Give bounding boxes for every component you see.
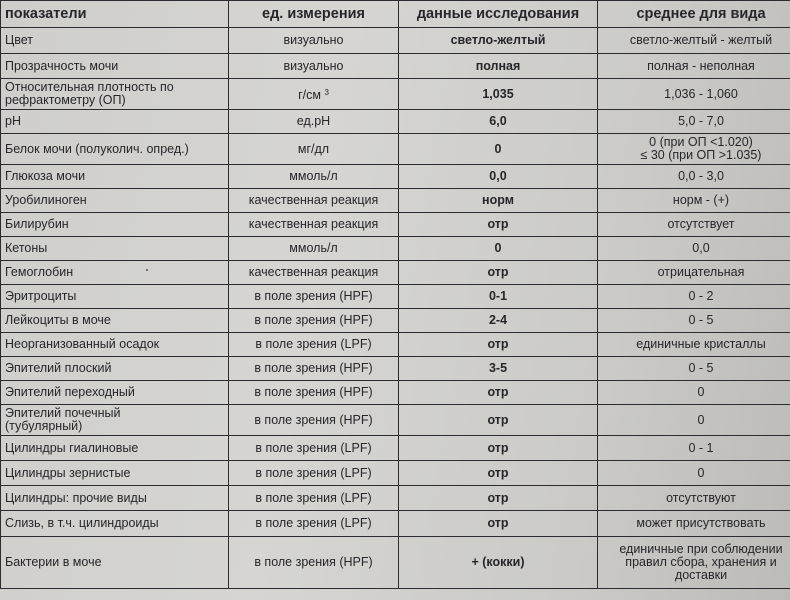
param-cell: pH	[1, 110, 229, 134]
table-row	[1, 237, 790, 261]
value-cell: светло-желтый	[399, 28, 598, 54]
param-cell: Цилиндры: прочие виды	[1, 486, 229, 511]
param-cell: Эпителий почечный (тубулярный)	[1, 405, 229, 436]
norm-cell: отрицательная	[598, 261, 790, 285]
unit-cell: в поле зрения (HPF)	[229, 381, 399, 405]
table-row	[1, 189, 790, 213]
unit-cell: ммоль/л	[229, 165, 399, 189]
unit-cell: качественная реакция	[229, 213, 399, 237]
header-norm: среднее для вида	[598, 1, 790, 28]
param-cell: Уробилиноген	[1, 189, 229, 213]
param-cell: Прозрачность мочи	[1, 54, 229, 79]
unit-superscript: 3	[324, 88, 329, 97]
table-row	[1, 309, 790, 333]
param-cell: Билирубин	[1, 213, 229, 237]
param-cell: Цвет	[1, 28, 229, 54]
param-cell: Эпителий переходный	[1, 381, 229, 405]
table-row	[1, 511, 790, 537]
table-row	[1, 461, 790, 486]
norm-cell: 0 - 2	[598, 285, 790, 309]
param-cell: Цилиндры гиалиновые	[1, 436, 229, 461]
norm-cell: 0 - 5	[598, 357, 790, 381]
unit-cell: в поле зрения (LPF)	[229, 511, 399, 537]
unit-cell: мг/дл	[229, 134, 399, 165]
value-cell: отр	[399, 461, 598, 486]
unit-cell: в поле зрения (HPF)	[229, 285, 399, 309]
unit-cell: в поле зрения (HPF)	[229, 537, 399, 589]
value-cell: отр	[399, 405, 598, 436]
norm-cell: может присутствовать	[598, 511, 790, 537]
table-row	[1, 213, 790, 237]
table-row	[1, 54, 790, 79]
norm-cell: отсутствуют	[598, 486, 790, 511]
header-value: данные исследования	[399, 1, 598, 28]
norm-cell: 1,036 - 1,060	[598, 79, 790, 110]
norm-cell: 0	[598, 461, 790, 486]
param-cell: Цилиндры зернистые	[1, 461, 229, 486]
param-cell: Бактерии в моче	[1, 537, 229, 589]
norm-cell: единичные кристаллы	[598, 333, 790, 357]
unit-cell: в поле зрения (LPF)	[229, 461, 399, 486]
norm-cell: светло-желтый - желтый	[598, 28, 790, 54]
norm-cell: 0,0 - 3,0	[598, 165, 790, 189]
unit-cell: в поле зрения (HPF)	[229, 405, 399, 436]
value-cell: 6,0	[399, 110, 598, 134]
param-cell: Кетоны	[1, 237, 229, 261]
value-cell: отр	[399, 486, 598, 511]
table-row	[1, 28, 790, 54]
norm-cell: полная - неполная	[598, 54, 790, 79]
table-row	[1, 110, 790, 134]
unit-cell	[229, 79, 399, 110]
norm-cell: 0	[598, 405, 790, 436]
value-cell: отр	[399, 511, 598, 537]
unit-cell: качественная реакция	[229, 189, 399, 213]
header-unit: ед. измерения	[229, 1, 399, 28]
header-row	[1, 1, 790, 28]
unit-cell: качественная реакция	[229, 261, 399, 285]
table-row	[1, 79, 790, 110]
param-cell: Белок мочи (полуколич. опред.)	[1, 134, 229, 165]
value-cell: 2-4	[399, 309, 598, 333]
paper-speck	[146, 269, 148, 271]
param-cell: Неорганизованный осадок	[1, 333, 229, 357]
param-cell: Эпителий плоский	[1, 357, 229, 381]
table-row	[1, 333, 790, 357]
value-cell: 0	[399, 134, 598, 165]
table-row	[1, 537, 790, 589]
table-row	[1, 381, 790, 405]
table-row	[1, 261, 790, 285]
value-cell: полная	[399, 54, 598, 79]
param-cell: Глюкоза мочи	[1, 165, 229, 189]
unit-cell: в поле зрения (LPF)	[229, 436, 399, 461]
unit-cell: визуально	[229, 28, 399, 54]
value-cell: 1,035	[399, 79, 598, 110]
value-cell: + (кокки)	[399, 537, 598, 589]
param-cell: Эритроциты	[1, 285, 229, 309]
value-cell: отр	[399, 333, 598, 357]
unit-cell: ед.pH	[229, 110, 399, 134]
norm-cell: 5,0 - 7,0	[598, 110, 790, 134]
table-row	[1, 165, 790, 189]
table-row	[1, 405, 790, 436]
norm-cell: отсутствует	[598, 213, 790, 237]
norm-cell: 0 - 5	[598, 309, 790, 333]
unit-cell: ммоль/л	[229, 237, 399, 261]
norm-cell: 0	[598, 381, 790, 405]
unit-cell: в поле зрения (LPF)	[229, 333, 399, 357]
value-cell: норм	[399, 189, 598, 213]
unit-cell: в поле зрения (LPF)	[229, 486, 399, 511]
value-cell: 0	[399, 237, 598, 261]
param-cell: Гемоглобин	[1, 261, 229, 285]
value-cell: отр	[399, 261, 598, 285]
value-cell: 0,0	[399, 165, 598, 189]
unit-cell: в поле зрения (HPF)	[229, 357, 399, 381]
table-row	[1, 436, 790, 461]
value-cell: 3-5	[399, 357, 598, 381]
param-cell: Относительная плотность по рефрактометру (ОП)	[1, 79, 229, 110]
value-cell: 0-1	[399, 285, 598, 309]
value-cell: отр	[399, 213, 598, 237]
norm-cell: 0 (при ОП <1.020) ≤ 30 (при ОП >1.035)	[598, 134, 790, 165]
table-row	[1, 486, 790, 511]
unit-cell: визуально	[229, 54, 399, 79]
table-row	[1, 357, 790, 381]
unit-cell: в поле зрения (HPF)	[229, 309, 399, 333]
param-cell: Лейкоциты в моче	[1, 309, 229, 333]
norm-cell: 0 - 1	[598, 436, 790, 461]
unit-text: г/см	[298, 88, 321, 102]
value-cell: отр	[399, 436, 598, 461]
header-param: показатели	[1, 1, 229, 28]
norm-cell: единичные при соблюдении правил сбора, хранения и доставки	[598, 537, 790, 589]
table-row	[1, 285, 790, 309]
table-row	[1, 134, 790, 165]
param-cell: Слизь, в т.ч. цилиндроиды	[1, 511, 229, 537]
norm-cell: норм - (+)	[598, 189, 790, 213]
norm-cell: 0,0	[598, 237, 790, 261]
value-cell: отр	[399, 381, 598, 405]
